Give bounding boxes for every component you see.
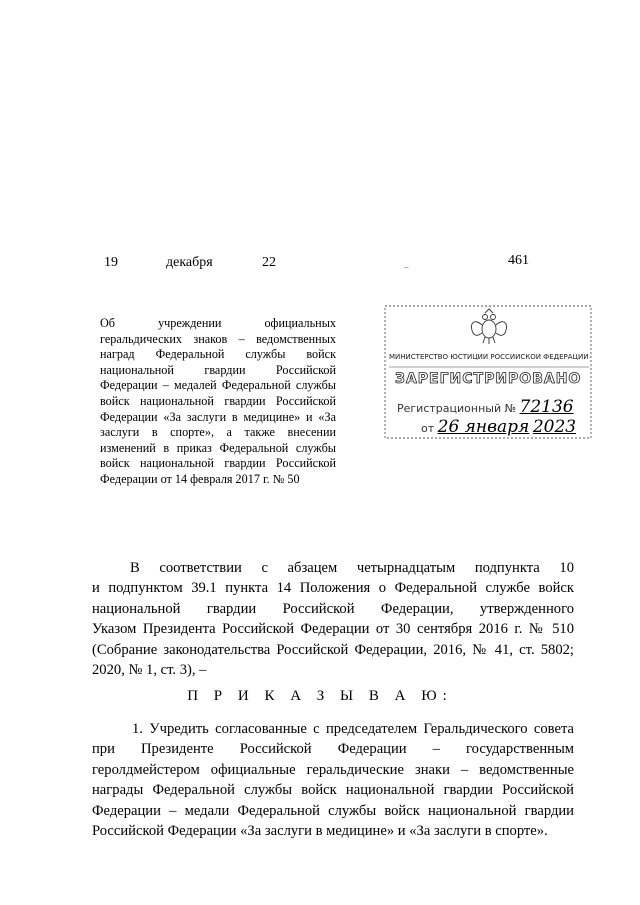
stamp-reg-number: 72136 [519,397,574,417]
preamble-line: и подпунктом 39.1 пункта 14 Положения о Федеральной службе войск [92,580,574,597]
preamble-paragraph [92,558,574,680]
preamble-line: национальной гвардии Российской Федерации, утвержденного [92,600,574,617]
stamp-ministry: МИНИСТЕРСТВО ЮСТИЦИИ РОССИЙСКОЙ ФЕДЕРАЦИИ [389,353,589,361]
stamp-registered: ЗАРЕГИСТРИРОВАНО [395,371,582,387]
preamble-line: (Собрание законодательства Российской Федерации, 2016, № 41, ст. 5802; [92,641,574,658]
stamp-reg-row [397,397,574,417]
preamble-line: В соответствии с абзацем четырнадцатым подпункта 10 [130,560,574,576]
registration-stamp [383,303,595,441]
stamp-date-row [421,417,576,437]
stamp-date-year: 2023 [532,417,577,437]
clause-1-paragraph [92,719,574,841]
order-month: декабря [166,255,213,270]
clause-line: 1. Учредить согласованные с председателем Геральдического совета [132,721,574,737]
emblem-icon [471,309,506,344]
stamp-reg-label: Регистрационный № [397,402,517,415]
clause-line: при Президенте Российской Федерации – государственным [92,741,574,758]
clause-line: Российской Федерации «За заслуги в медицине» и «За заслуги в спорте». [92,823,548,840]
number-dash: – [404,262,409,272]
order-year: 22 [262,255,276,270]
order-number: 461 [508,253,529,268]
stamp-date-prefix: от [421,422,435,435]
preamble-line: 2020, № 1, ст. 3), – [92,662,207,679]
order-day: 19 [104,255,118,270]
clause-line: геролдмейстером официальные геральдические знаки – ведомственные [92,761,574,778]
clause-line: Федерации – медали Федеральной службы войск национальной гвардии [92,802,574,819]
order-subject: Об учреждении официальных геральдических знаков – ведомственных наград Федеральной службы войск национальной гвардии Российской Федерации – медалей Федеральной службы войск национальной гвардии Российской Федерации «За заслуги в медицине» и «За заслуги в спорте», а также внесении изменений в приказ Федеральной службы войск национальной гвардии Российской Федерации от 14 февраля 2017 г. № 50 [100,316,336,486]
order-heading: П Р И К А З Ы В А Ю: [187,688,453,704]
preamble-line: Указом Президента Российской Федерации от 30 сентября 2016 г. № 510 [92,621,574,638]
clause-line: награды Федеральной службы войск национальной гвардии Российской [92,782,574,799]
stamp-date-handwritten: 26 января [437,417,530,437]
